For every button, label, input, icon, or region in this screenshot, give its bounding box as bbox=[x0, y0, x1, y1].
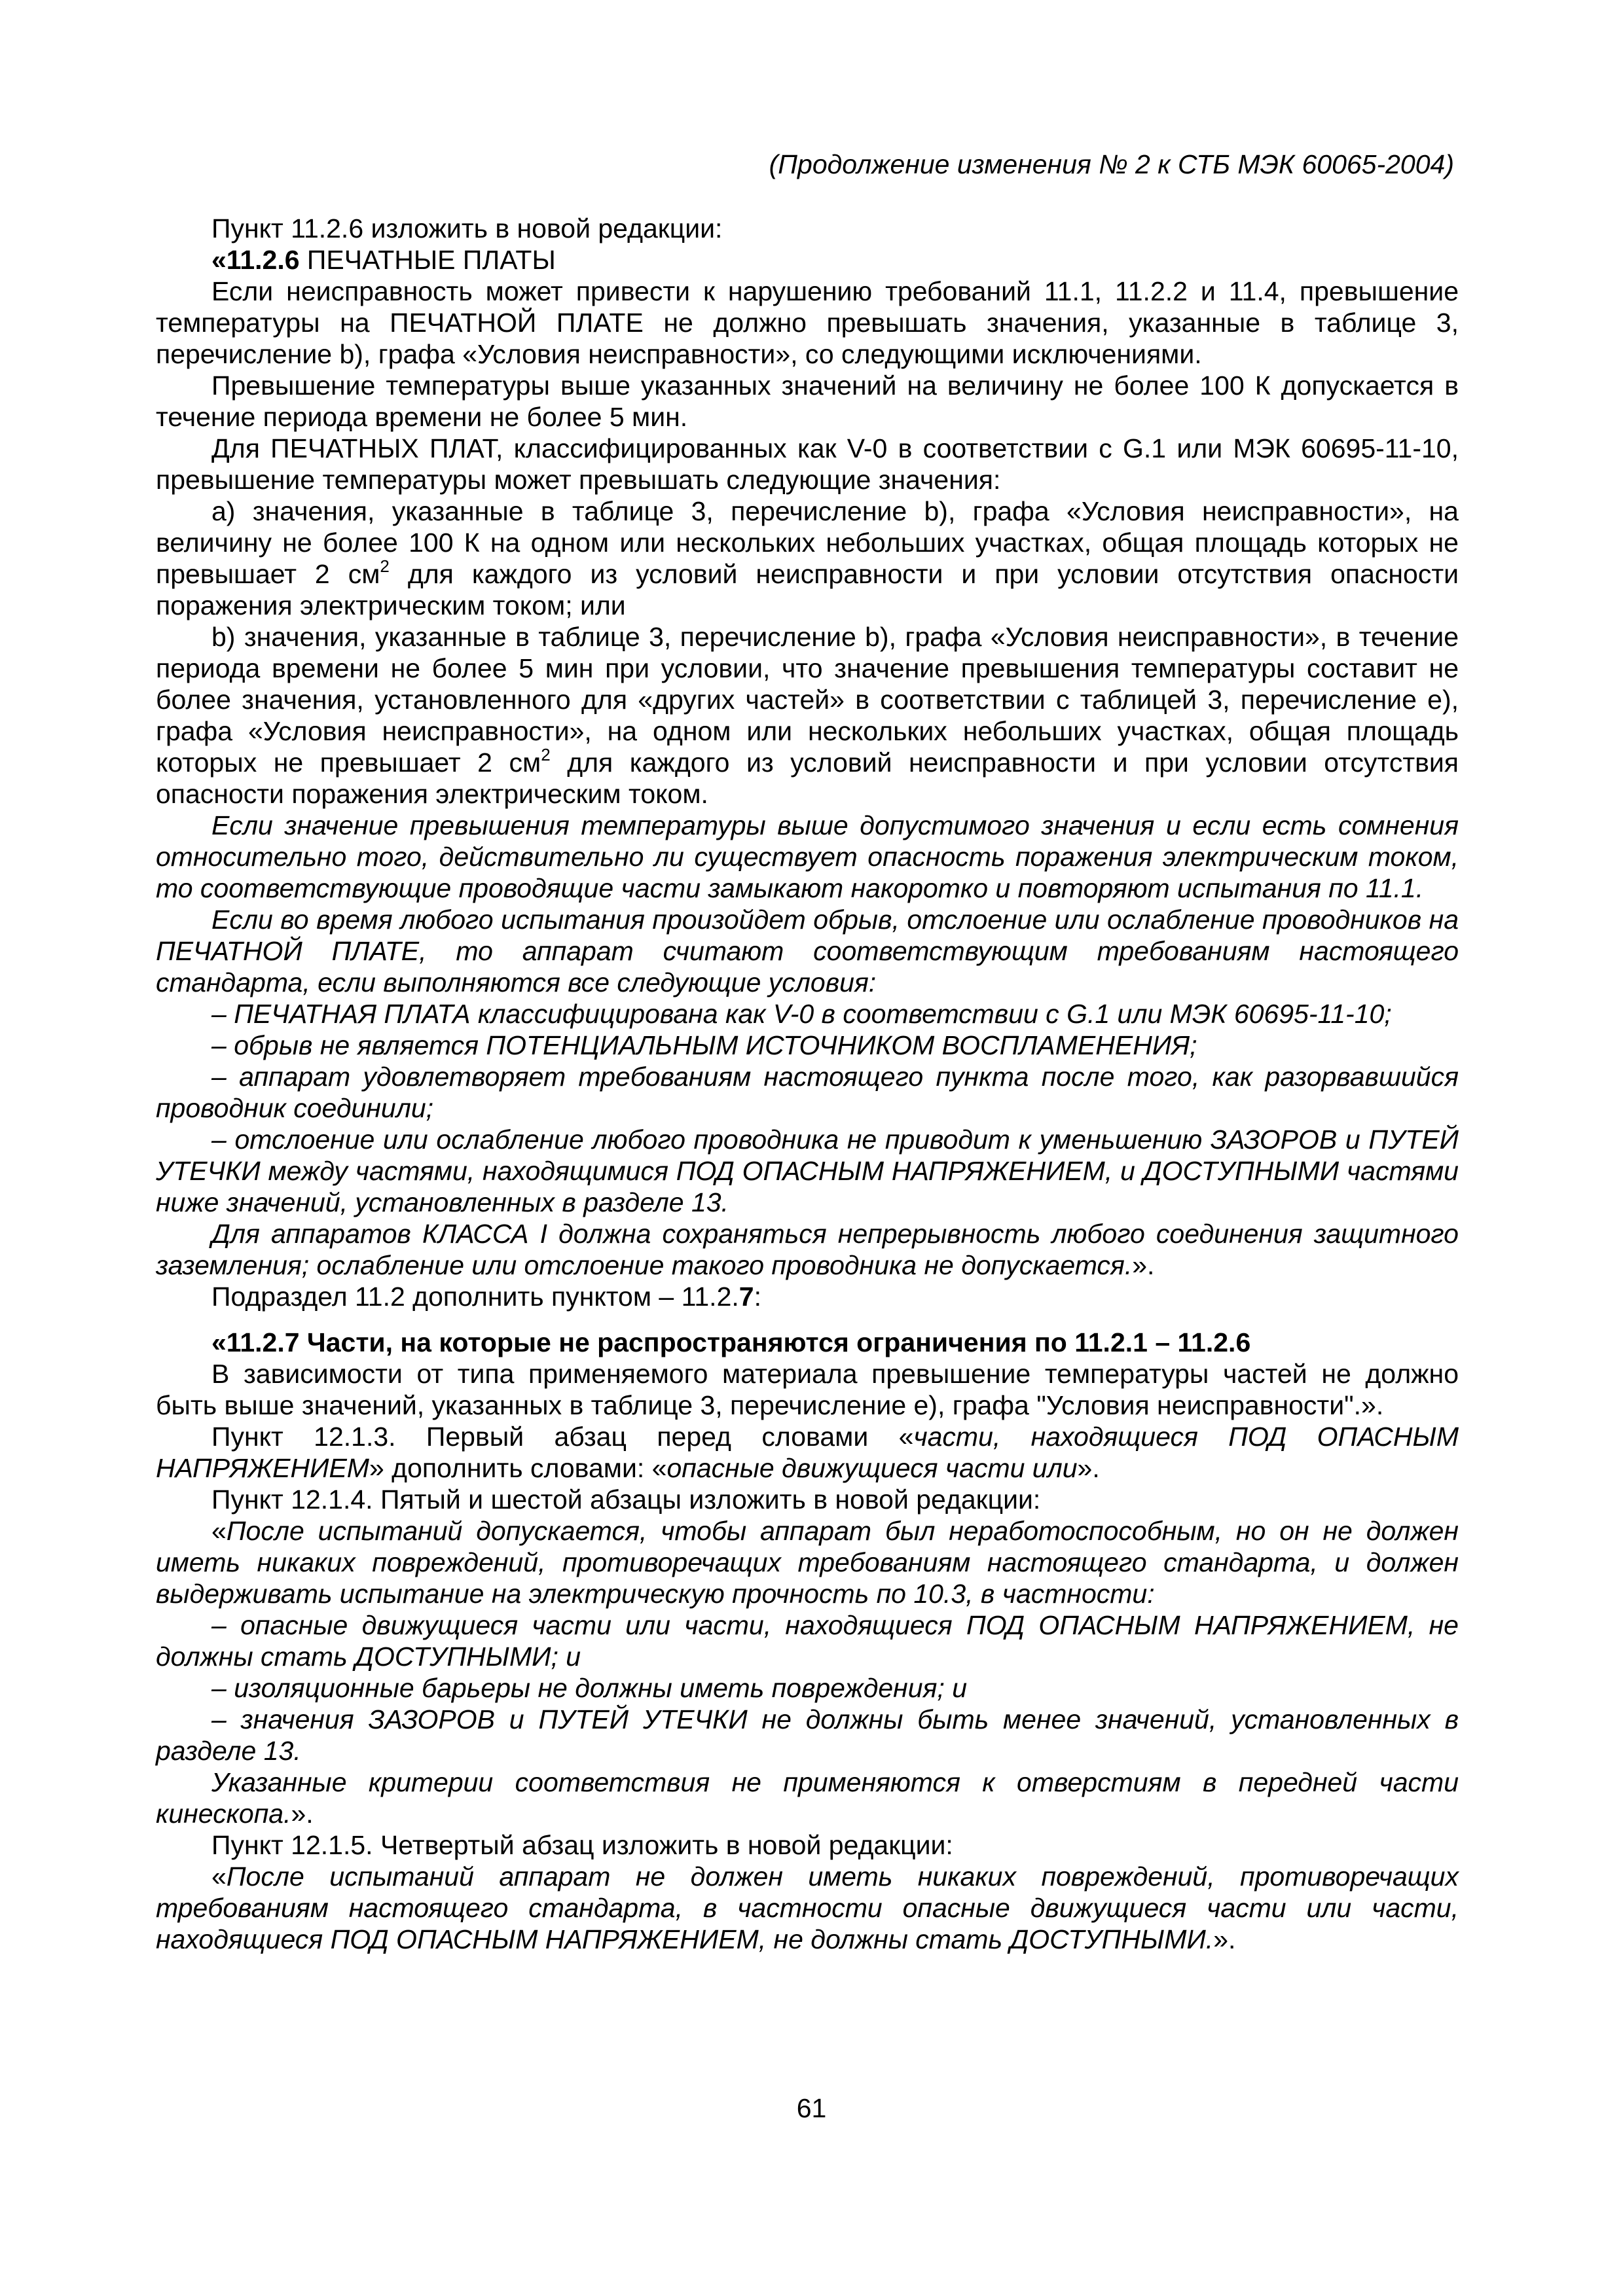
paragraph: Превышение температуры выше указанных значений на величину не более 100 К допускается в течение периода времени не более 5 мин. bbox=[156, 370, 1459, 432]
text-run: Для аппаратов КЛАССА I должна сохраняться непрерывность любого соединения защитного заземления; ослабление или отслоение такого проводника не допускается. bbox=[156, 1219, 1459, 1280]
section-heading-11-2-6 bbox=[156, 244, 1459, 276]
list-item-b bbox=[156, 621, 1459, 810]
text-run: b) значения, указанные в таблице 3, перечисление b), графа «Условия неисправности», в течение периода времени не более 5 мин при условии, что значение превышения температуры составит не более значения, установленного для «других частей» в соответствии с таблицей 3, перечисление e), графа «Условия неисправности», на одном или нескольких небольших участках, общая площадь которых не превышает 2 см bbox=[156, 622, 1459, 778]
paragraph: Пункт 12.1.4. Пятый и шестой абзацы изложить в новой редакции: bbox=[211, 1484, 1041, 1515]
condition-item: – изоляционные барьеры не должны иметь повреждения; и bbox=[211, 1673, 968, 1703]
superscript: 2 bbox=[541, 745, 551, 765]
condition-item: – обрыв не является ПОТЕНЦИАЛЬНЫМ ИСТОЧНИКОМ ВОСПЛАМЕНЕНИЯ; bbox=[211, 1030, 1197, 1060]
text-run: части, находящиеся ПОД ОПАСНЫМ НАПРЯЖЕНИЕМ bbox=[156, 1422, 1459, 1483]
paragraph: Пункт 11.2.6 изложить в новой редакции: bbox=[211, 213, 723, 243]
page-number: 61 bbox=[796, 2093, 827, 2123]
condition-item: – отслоение или ослабление любого проводника не приводит к уменьшению ЗАЗОРОВ и ПУТЕЙ УТЕЧКИ между частями, находящимися ПОД ОПАСНЫМ НАПРЯЖЕНИЕМ, и ДОСТУПНЫМИ частями ниже значений, установленных в разделе 13. bbox=[156, 1124, 1459, 1217]
paragraph: Для ПЕЧАТНЫХ ПЛАТ, классифицированных как V-0 в соответствии с G.1 или МЭК 60695-11-10, превышение температуры может превышать следующие значения: bbox=[156, 433, 1459, 495]
text-run: Пункт 12.1.3. Первый абзац перед словами « bbox=[211, 1422, 914, 1452]
paragraph bbox=[156, 1281, 1459, 1312]
text-run: ». bbox=[291, 1799, 314, 1829]
text-run: После испытаний допускается, чтобы аппарат был неработоспособным, но он не должен иметь никаких повреждений, противоречащих требованиям настоящего стандарта, и должен выдерживать испытание на электрическую прочность по 10.3, в частности: bbox=[156, 1516, 1459, 1609]
text-run: : bbox=[754, 1282, 761, 1312]
text-run: Указанные критерии соответствия не применяются к отверстиям в передней части кинескопа. bbox=[156, 1767, 1459, 1829]
condition-item: – ПЕЧАТНАЯ ПЛАТА классифицирована как V-0 в соответствии с G.1 или МЭК 60695-11-10; bbox=[211, 999, 1392, 1029]
text-run: ». bbox=[1213, 1924, 1236, 1954]
text-run: 7 bbox=[739, 1282, 754, 1312]
text-run: Подраздел 11.2 дополнить пунктом – 11.2. bbox=[211, 1282, 739, 1312]
text-run: a) значения, указанные в таблице 3, перечисление b), графа «Условия неисправности», на величину не более 100 К на одном или нескольких небольших участках, общая площадь которых не превышает 2 см bbox=[156, 496, 1459, 589]
text-run: « bbox=[211, 1861, 227, 1892]
document-body bbox=[156, 213, 1459, 1955]
text-run: « bbox=[211, 1516, 227, 1546]
paragraph: Если неисправность может привести к нарушению требований 11.1, 11.2.2 и 11.4, превышение температуры на ПЕЧАТНОЙ ПЛАТЕ не должно превышать значения, указанные в таблице 3, перечисление b), графа «Условия неисправности», со следующими исключениями. bbox=[156, 276, 1459, 369]
condition-item: – значения ЗАЗОРОВ и ПУТЕЙ УТЕЧКИ не должны быть менее значений, установленных в разделе 13. bbox=[156, 1704, 1459, 1766]
text-run: После испытаний аппарат не должен иметь никаких повреждений, противоречащих требованиям настоящего стандарта, в частности опасные движущиеся части или части, находящиеся ПОД ОПАСНЫМ НАПРЯЖЕНИЕМ, не должны стать ДОСТУПНЫМИ. bbox=[156, 1861, 1459, 1954]
section-heading-11-2-7: «11.2.7 Части, на которые не распространяются ограничения по 11.2.1 – 11.2.6 bbox=[211, 1327, 1251, 1357]
text-run: ». bbox=[1077, 1453, 1100, 1483]
paragraph bbox=[156, 1767, 1459, 1829]
paragraph-italic: Если значение превышения температуры выше допустимого значения и если есть сомнения относительно того, действительно ли существует опасность поражения электрическим током, то соответствующие проводящие части замыкают накоротко и повторяют испытания по 11.1. bbox=[156, 810, 1459, 903]
superscript: 2 bbox=[380, 556, 390, 577]
text-run: ». bbox=[1132, 1250, 1155, 1280]
text-run: для каждого из условий неисправности и при условии отсутствия опасности поражения электрическим током. bbox=[156, 747, 1459, 809]
paragraph bbox=[156, 1421, 1459, 1484]
paragraph: Пункт 12.1.5. Четвертый абзац изложить в новой редакции: bbox=[211, 1830, 953, 1860]
page-header: (Продолжение изменения № 2 к СТБ МЭК 60065-2004) bbox=[769, 149, 1454, 179]
paragraph-italic: Если во время любого испытания произойдет обрыв, отслоение или ослабление проводников на ПЕЧАТНОЙ ПЛАТЕ, то аппарат считают соответствующим требованиям настоящего стандарта, если выполняются все следующие условия: bbox=[156, 905, 1459, 997]
condition-item: – опасные движущиеся части или части, находящиеся ПОД ОПАСНЫМ НАПРЯЖЕНИЕМ, не должны стать ДОСТУПНЫМИ; и bbox=[156, 1610, 1459, 1672]
section-title: ПЕЧАТНЫЕ ПЛАТЫ bbox=[299, 245, 556, 275]
paragraph: В зависимости от типа применяемого материала превышение температуры частей не должно быть выше значений, указанных в таблице 3, перечисление e), графа "Условия неисправности".». bbox=[156, 1359, 1459, 1420]
text-run: опасные движущиеся части или bbox=[666, 1453, 1078, 1483]
paragraph bbox=[156, 1861, 1459, 1955]
text-run: для каждого из условий неисправности и при условии отсутствия опасности поражения электрическим током; или bbox=[156, 559, 1459, 620]
condition-item: – аппарат удовлетворяет требованиям настоящего пункта после того, как разорвавшийся проводник соединили; bbox=[156, 1062, 1459, 1123]
list-item-a bbox=[156, 495, 1459, 621]
section-number: «11.2.6 bbox=[211, 245, 300, 275]
paragraph bbox=[156, 1218, 1459, 1281]
paragraph bbox=[156, 1515, 1459, 1609]
text-run: » дополнить словами: « bbox=[369, 1453, 667, 1483]
